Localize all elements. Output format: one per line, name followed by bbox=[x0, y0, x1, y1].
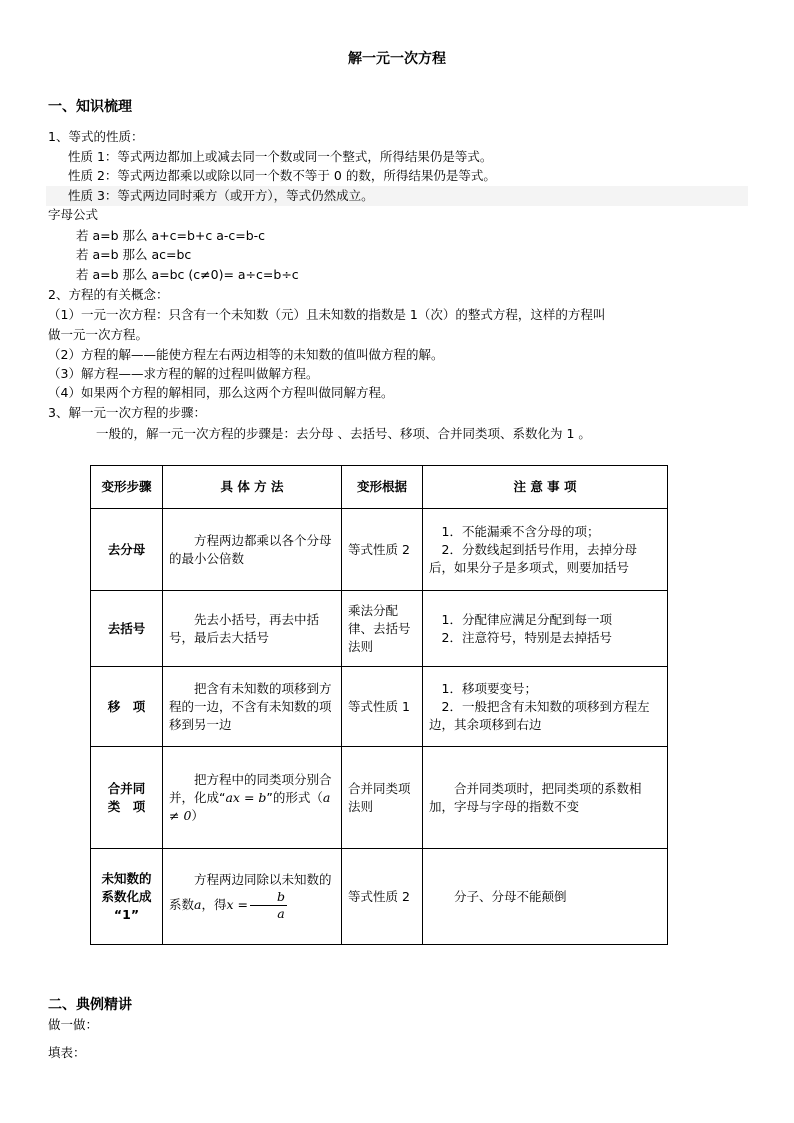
note-line: 1．分配律应满足分配到每一项 bbox=[441, 611, 612, 627]
method-text: ，得 bbox=[201, 897, 227, 912]
concept-4: （4）如果两个方程的解相同，那么这两个方程叫做同解方程。 bbox=[48, 385, 394, 400]
concept-2: （2）方程的解——能使方程左右两边相等的未知数的值叫做方程的解。 bbox=[48, 347, 444, 362]
method-cell bbox=[163, 849, 342, 945]
table-header-row bbox=[91, 466, 668, 509]
property-1: 性质 1：等式两边都加上或减去同一个数或同一个整式，所得结果仍是等式。 bbox=[68, 149, 493, 164]
basis-cell: 等式性质 1 bbox=[342, 667, 423, 747]
notes-cell bbox=[423, 747, 668, 849]
note-line: 合并同类项时，把同类项的系数相加，字母与字母的指数不变 bbox=[429, 780, 642, 814]
header-step: 变形步骤 bbox=[91, 466, 163, 509]
property-3: 性质 3：等式两边同时乘方（或开方），等式仍然成立。 bbox=[68, 188, 374, 203]
section-1-heading: 一、知识梳理 bbox=[48, 99, 132, 115]
step-line: 合并同 bbox=[107, 780, 146, 796]
variable-a: a bbox=[194, 897, 202, 912]
try-it-label: 做一做： bbox=[48, 1017, 99, 1032]
step-line: 系数化成 bbox=[101, 888, 152, 904]
general-steps: 一般的，解一元一次方程的步骤是：去分母 、去括号、移项、合并同类项、系数化为 1 。 bbox=[96, 426, 591, 441]
note-line: 2．分数线起到括号作用，去掉分母后，如果分子是多项式，则要加括号 bbox=[429, 541, 637, 575]
table-row bbox=[91, 667, 668, 747]
notes-cell bbox=[423, 667, 668, 747]
condition-a-nonzero: a ≠ 0 bbox=[169, 789, 331, 823]
table-row bbox=[91, 591, 668, 667]
basis-cell: 合并同类项法则 bbox=[342, 747, 423, 849]
paragraph-equation-properties: 1、等式的性质： bbox=[48, 129, 144, 144]
step-cell bbox=[91, 849, 163, 945]
formula-3: 若 a=b 那么 a=bc (c≠0)= a÷c=b÷c bbox=[76, 267, 299, 282]
note-line: 2．注意符号，特别是去掉括号 bbox=[441, 629, 612, 645]
table-row bbox=[91, 509, 668, 591]
header-notes: 注 意 事 项 bbox=[423, 466, 668, 509]
method-text: ”的形式（ bbox=[266, 789, 323, 805]
notes-cell bbox=[423, 591, 668, 667]
step-line: 未知数的 bbox=[101, 870, 152, 886]
notes-cell bbox=[423, 509, 668, 591]
fraction-b-over-a bbox=[250, 889, 287, 922]
concept-3: （3）解方程——求方程的解的过程叫做解方程。 bbox=[48, 366, 319, 381]
note-line: 1．不能漏乘不含分母的项； bbox=[441, 523, 600, 539]
basis-cell: 乘法分配律、去括号法则 bbox=[342, 591, 423, 667]
method-cell: 先去小括号，再去中括号，最后去大括号 bbox=[163, 591, 342, 667]
fraction-numerator: b bbox=[250, 889, 287, 906]
fraction-denominator: a bbox=[277, 906, 285, 921]
step-cell: 去括号 bbox=[91, 591, 163, 667]
fill-table-label: 填表： bbox=[48, 1045, 86, 1060]
concept-1a: （1）一元一次方程：只含有一个未知数（元）且未知数的指数是 1（次）的整式方程，这样的方程叫 bbox=[48, 307, 606, 322]
basis-cell: 等式性质 2 bbox=[342, 849, 423, 945]
basis-cell: 等式性质 2 bbox=[342, 509, 423, 591]
formula-label: 字母公式 bbox=[48, 207, 99, 222]
notes-cell bbox=[423, 849, 668, 945]
paragraph-solving-steps: 3、解一元一次方程的步骤： bbox=[48, 405, 206, 420]
section-2-heading: 二、典例精讲 bbox=[48, 997, 132, 1013]
method-text: ） bbox=[191, 807, 204, 823]
note-line: 2．一般把含有未知数的项移到方程左边，其余项移到右边 bbox=[429, 698, 650, 732]
paragraph-equation-concepts: 2、方程的有关概念： bbox=[48, 287, 169, 302]
formula-2: 若 a=b 那么 ac=bc bbox=[76, 247, 192, 262]
header-basis: 变形根据 bbox=[342, 466, 423, 509]
formula-1: 若 a=b 那么 a+c=b+c a-c=b-c bbox=[76, 228, 266, 243]
equation-ax-b: ax = b bbox=[225, 789, 267, 805]
property-2: 性质 2：等式两边都乘以或除以同一个数不等于 0 的数，所得结果仍是等式。 bbox=[68, 168, 496, 183]
step-line: 类 项 bbox=[107, 798, 146, 814]
step-cell bbox=[91, 747, 163, 849]
note-line: 1．移项要变号； bbox=[441, 680, 537, 696]
concept-1b: 做一元一次方程。 bbox=[48, 327, 149, 342]
header-method: 具 体 方 法 bbox=[163, 466, 342, 509]
method-cell bbox=[163, 747, 342, 849]
table-row bbox=[91, 849, 668, 945]
method-text: 把方程中的同类项分别合并，化成“ bbox=[169, 771, 332, 805]
table-row bbox=[91, 747, 668, 849]
variable-x: x = bbox=[226, 897, 248, 912]
note-line: 分子、分母不能颠倒 bbox=[454, 888, 567, 904]
steps-table bbox=[90, 465, 668, 945]
method-text: 方程两边同除以未知数的系数 bbox=[169, 872, 332, 912]
page-title: 解一元一次方程 bbox=[348, 51, 446, 67]
step-cell: 去分母 bbox=[91, 509, 163, 591]
method-cell: 把含有未知数的项移到方程的一边，不含有未知数的项移到另一边 bbox=[163, 667, 342, 747]
step-line: “1” bbox=[113, 906, 140, 922]
step-cell: 移 项 bbox=[91, 667, 163, 747]
method-cell: 方程两边都乘以各个分母的最小公倍数 bbox=[163, 509, 342, 591]
